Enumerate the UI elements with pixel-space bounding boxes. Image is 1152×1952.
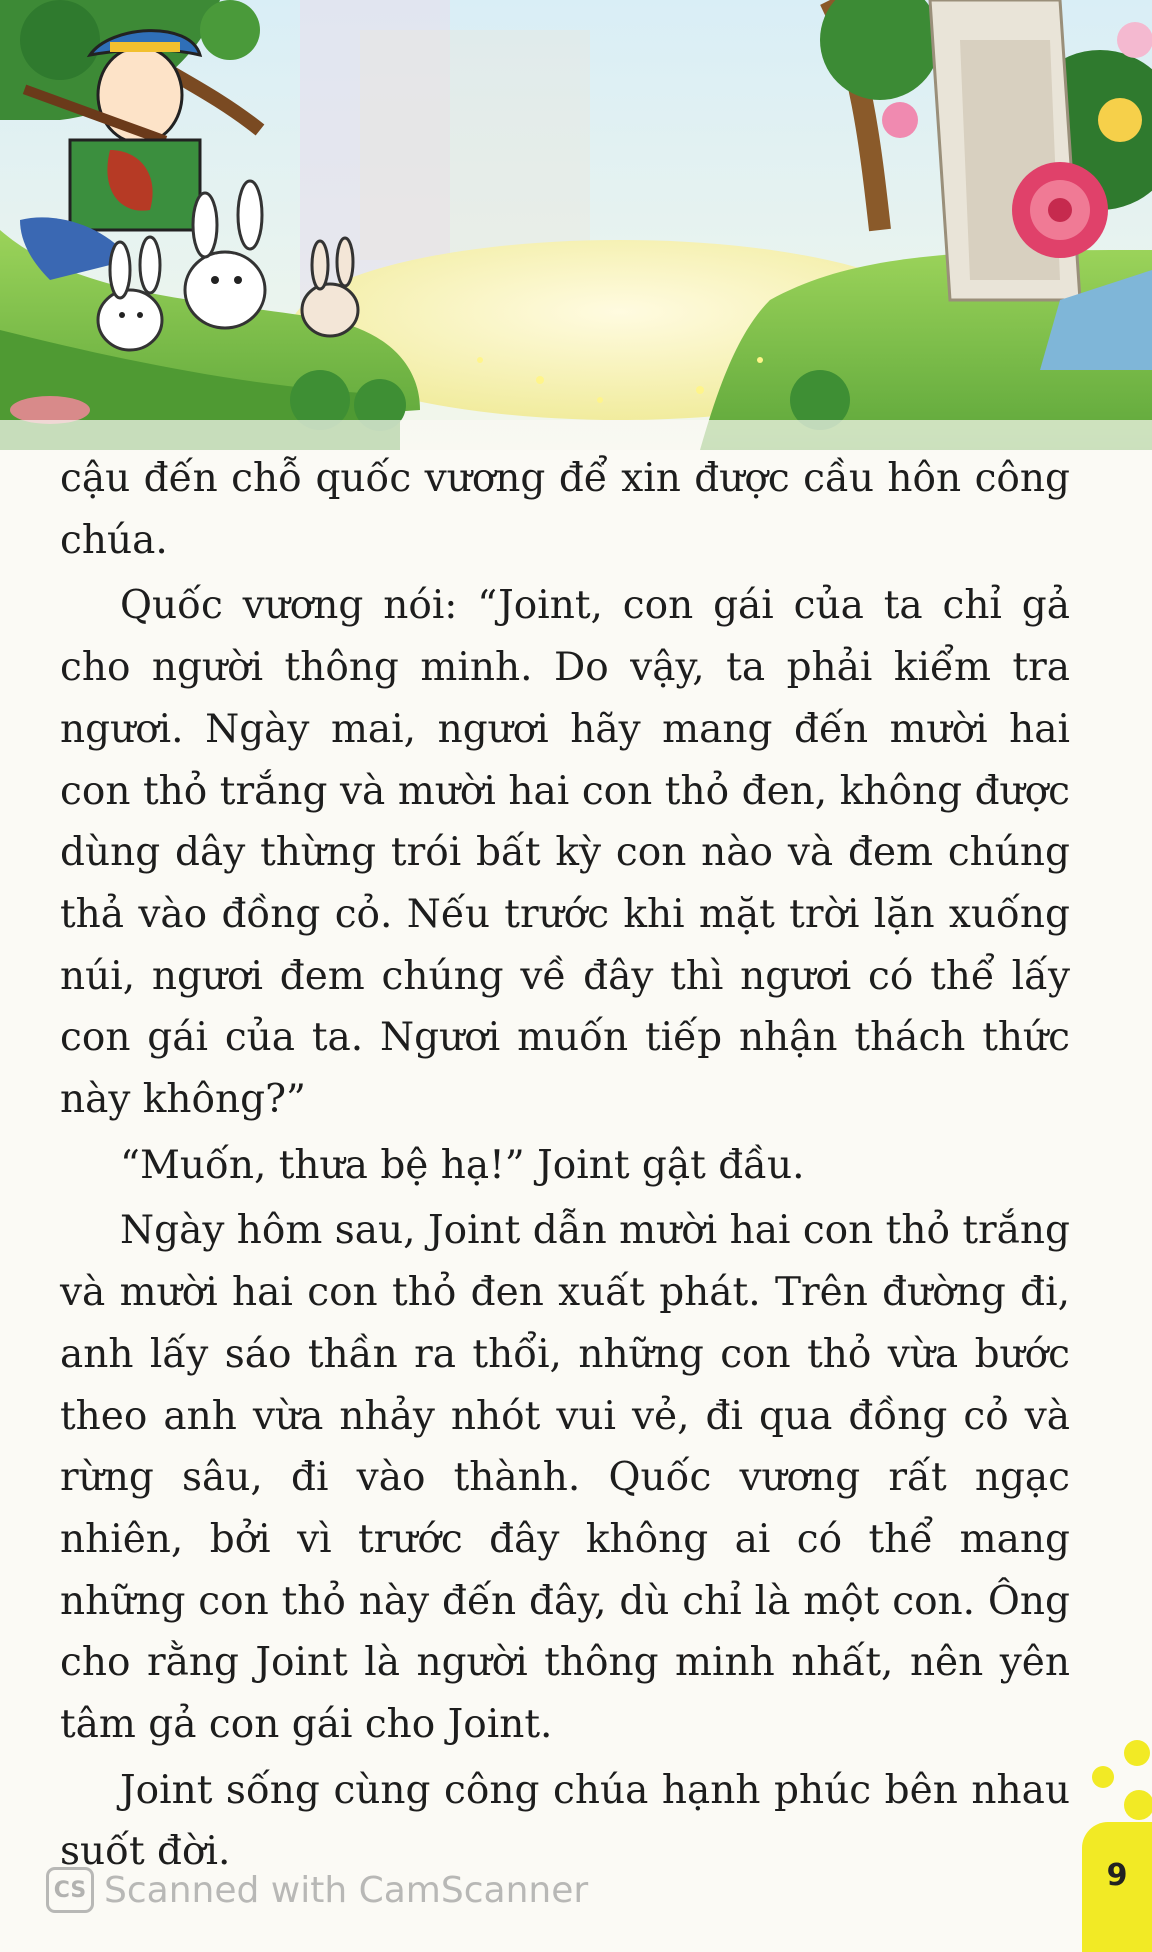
story-text bbox=[60, 448, 1070, 1883]
story-illustration bbox=[0, 0, 1152, 450]
page-number: 9 bbox=[1106, 1858, 1128, 1893]
decorative-dot bbox=[1124, 1740, 1150, 1766]
decorative-dot bbox=[1092, 1766, 1114, 1788]
fairy-tale-meadow-illustration bbox=[0, 0, 1152, 450]
decorative-dot bbox=[1124, 1790, 1152, 1820]
story-paragraph: Ngày hôm sau, Joint dẫn mười hai con thỏ trắng và mười hai con thỏ đen xuất phát. Trên đường đi, anh lấy sáo thần ra thổi, những con thỏ vừa bước theo anh vừa nhảy nhót vui vẻ, đi qua đồng cỏ và rừng sâu, đi vào thành. Quốc vương rất ngạc nhiên, bởi vì trước đây không ai có thể mang những con thỏ này đến đây, dù chỉ là một con. Ông cho rằng Joint là người thông minh nhất, nên yên tâm gả con gái cho Joint. bbox=[60, 1208, 1070, 1748]
camscanner-logo-icon: CS bbox=[46, 1867, 94, 1913]
watermark-text: Scanned with CamScanner bbox=[104, 1869, 589, 1911]
story-paragraph: Quốc vương nói: “Joint, con gái của ta chỉ gả cho người thông minh. Do vậy, ta phải kiểm tra ngươi. Ngày mai, ngươi hãy mang đến mười hai con thỏ trắng và mười hai con thỏ đen, không được dùng dây thừng trói bất kỳ con nào và đem chúng thả vào đồng cỏ. Nếu trước khi mặt trời lặn xuống núi, ngươi đem chúng về đây thì ngươi có thể lấy con gái của ta. Ngươi muốn tiếp nhận thách thức này không?” bbox=[60, 583, 1070, 1123]
camscanner-watermark bbox=[46, 1866, 588, 1914]
story-paragraph: Joint sống cùng công chúa hạnh phúc bên nhau suốt đời. bbox=[60, 1767, 1070, 1875]
story-paragraph: cậu đến chỗ quốc vương để xin được cầu hôn công chúa. bbox=[60, 456, 1070, 563]
story-paragraph: “Muốn, thưa bệ hạ!” Joint gật đầu. bbox=[120, 1142, 805, 1188]
